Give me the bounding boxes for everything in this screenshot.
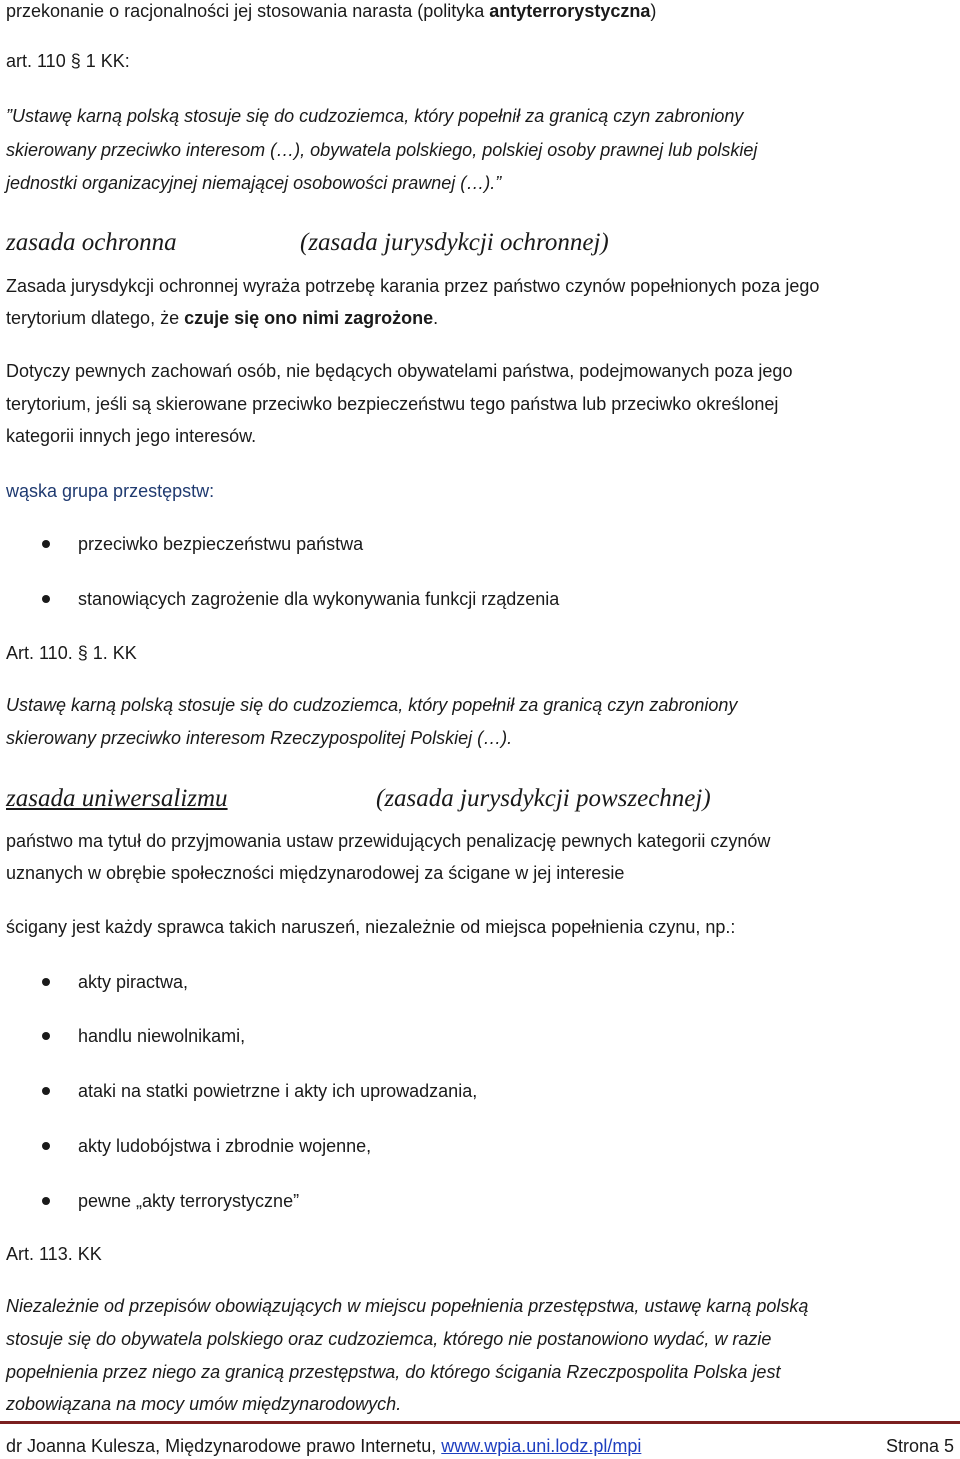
intro-close: ) [650, 1, 657, 21]
footer-page-number: Strona 5 [885, 1436, 954, 1456]
art-113-label: Art. 113. KK [6, 1244, 102, 1264]
list-item: akty ludobójstwa i zbrodnie wojenne, [78, 1136, 372, 1156]
bullet-icon [42, 978, 50, 986]
list-item: handlu niewolnikami, [78, 1026, 246, 1046]
list-item: akty piractwa, [78, 972, 189, 992]
paragraph-line: kategorii innych jego interesów. [6, 426, 257, 446]
list-item: stanowiących zagrożenie dla wykonywania funkcji rządzenia [78, 589, 560, 609]
bullet-icon [42, 1087, 50, 1095]
footer-link[interactable]: www.wpia.uni.lodz.pl/mpi [441, 1436, 642, 1456]
paragraph-line: uznanych w obrębie społeczności międzynarodowej za ścigane w jej interesie [6, 863, 625, 883]
narrow-group-label: wąska grupa przestępstw: [6, 481, 215, 501]
quote-line: Ustawę karną polską stosuje się do cudzoziemca, który popełnił za granicą czyn zabroniony [6, 695, 738, 715]
list-item: pewne „akty terrorystyczne” [78, 1191, 300, 1211]
intro-bold: antyterrorystyczna [489, 1, 651, 21]
paragraph-line: Zasada jurysdykcji ochronnej wyraża potrzebę karania przez państwo czynów popełnionych poza jego [6, 276, 820, 296]
quote-line: ”Ustawę karną polską stosuje się do cudzoziemca, który popełnił za granicą czyn zabroniony [6, 106, 744, 126]
quote-line: skierowany przeciwko interesom Rzeczypospolitej Polskiej (…). [6, 728, 513, 748]
paragraph-line: Dotyczy pewnych zachowań osób, nie będących obywatelami państwa, podejmowanych poza jego [6, 361, 793, 381]
quote-line: popełnienia przez niego za granicą przestępstwa, do którego ścigania Rzeczpospolita Polska jest [6, 1362, 781, 1382]
paragraph-bold: czuje się ono nimi zagrożone [184, 308, 434, 328]
footer-author [6, 1435, 641, 1457]
paragraph-line: terytorium, jeśli są skierowane przeciwko bezpieczeństwu tego państwa lub przeciwko określonej [6, 394, 779, 414]
footer-divider [0, 1421, 960, 1424]
bullet-icon [42, 540, 50, 548]
bullet-icon [42, 1032, 50, 1040]
heading-protective-principle-alt: (zasada jurysdykcji ochronnej) [300, 229, 609, 256]
intro-line [6, 0, 656, 22]
quote-line: zobowiązana na mocy umów międzynarodowych. [6, 1394, 402, 1414]
paragraph-period: . [433, 308, 439, 328]
list-item: przeciwko bezpieczeństwu państwa [78, 534, 364, 554]
list-item: ataki na statki powietrzne i akty ich uprowadzania, [78, 1081, 478, 1101]
footer-author-text: dr Joanna Kulesza, Międzynarodowe prawo Internetu, [6, 1436, 442, 1456]
heading-universality-principle: zasada uniwersalizmu [6, 785, 228, 812]
paragraph-line [6, 307, 438, 329]
bullet-icon [42, 1197, 50, 1205]
heading-protective-principle: zasada ochronna [6, 229, 177, 256]
quote-line: skierowany przeciwko interesom (…), obywatela polskiego, polskiej osoby prawnej lub polskiej [6, 140, 758, 160]
art-reference: art. 110 § 1 KK: [6, 51, 130, 71]
intro-text: przekonanie o racjonalności jej stosowania narasta (polityka [6, 1, 490, 21]
quote-line: jednostki organizacyjnej niemającej osobowości prawnej (…).” [6, 173, 502, 193]
paragraph-line: państwo ma tytuł do przyjmowania ustaw przewidujących penalizację pewnych kategorii czynów [6, 831, 771, 851]
paragraph-text: terytorium dlatego, że [6, 308, 185, 328]
bullet-icon [42, 1142, 50, 1150]
quote-line: Niezależnie od przepisów obowiązujących w miejscu popełnienia przestępstwa, ustawę karną polską [6, 1296, 809, 1316]
heading-universality-principle-alt: (zasada jurysdykcji powszechnej) [376, 785, 711, 812]
art-110-label: Art. 110. § 1. KK [6, 643, 137, 663]
bullet-icon [42, 595, 50, 603]
quote-line: stosuje się do obywatela polskiego oraz cudzoziemca, którego nie postanowiono wydać, w razie [6, 1329, 772, 1349]
paragraph-line: ścigany jest każdy sprawca takich naruszeń, niezależnie od miejsca popełnienia czynu, np.: [6, 917, 736, 937]
